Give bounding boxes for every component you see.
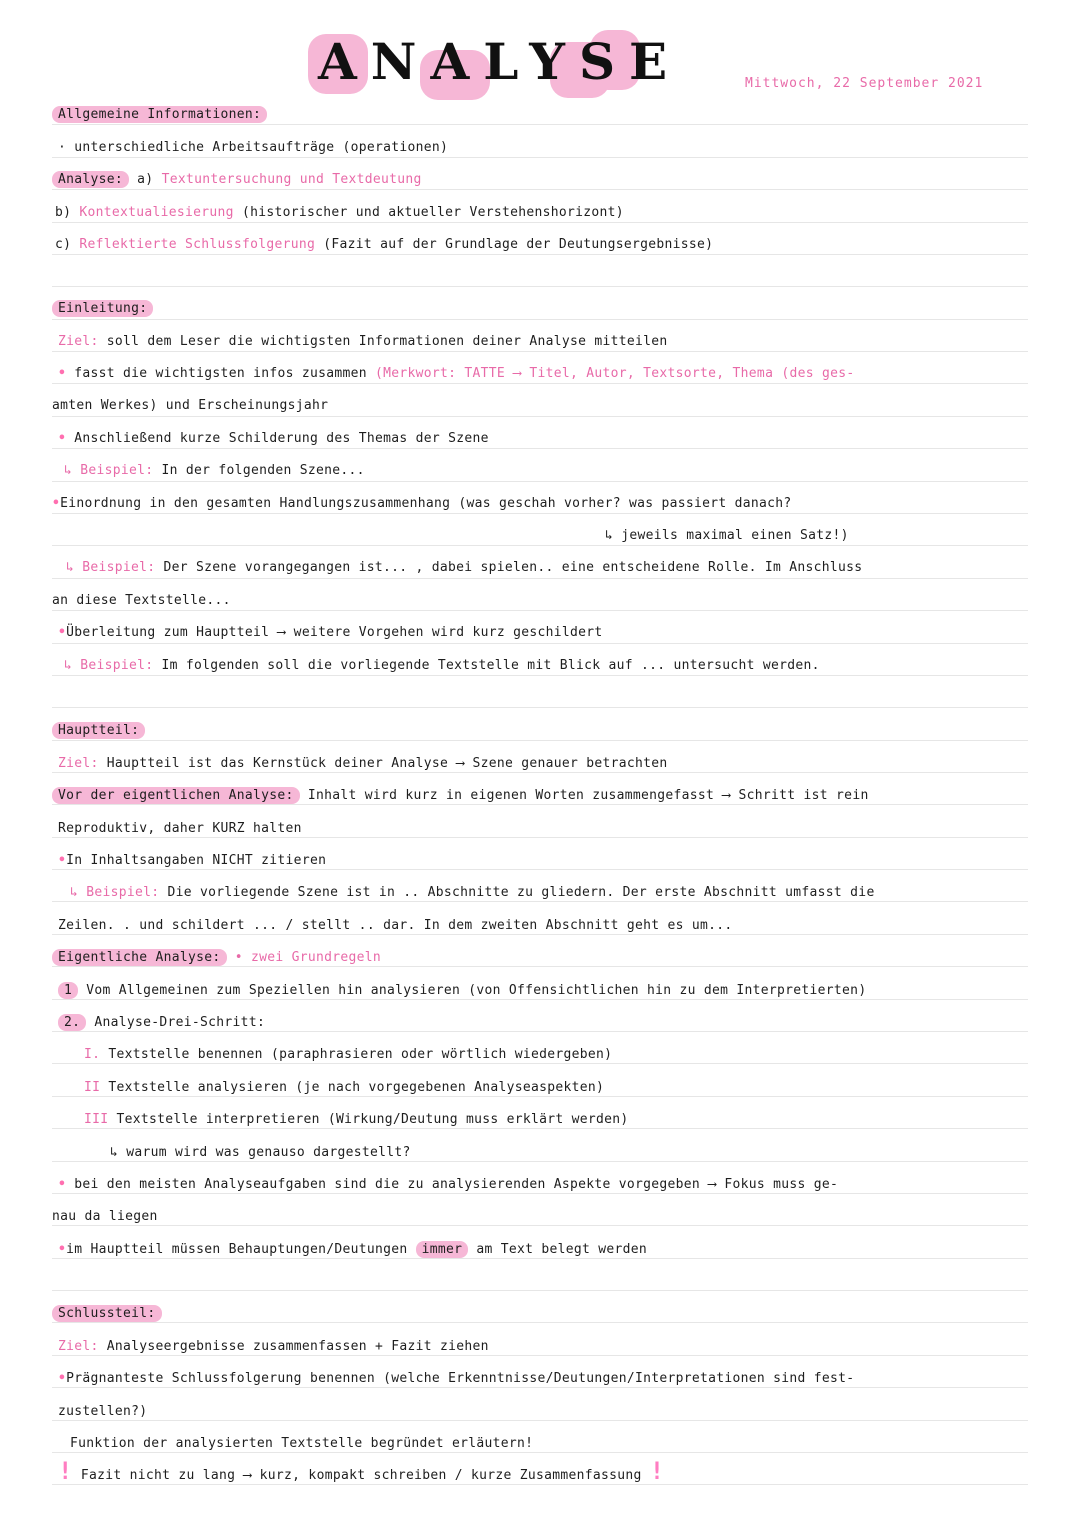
text-line: Reproduktiv, daher KURZ halten: [58, 821, 302, 836]
text-line: •Einordnung in den gesamten Handlungszusammenhang (was geschah vorher? was passiert danach?: [52, 496, 792, 511]
text-line: amten Werkes) und Erscheinungsjahr: [52, 398, 329, 413]
text-line: zustellen?): [58, 1404, 148, 1419]
text-line: I. Textstelle benennen (paraphrasieren oder wörtlich wiedergeben): [84, 1047, 613, 1062]
text-line: 1 Vom Allgemeinen zum Speziellen hin analysieren (von Offensichtlichen hin zu dem Interpretierten): [58, 982, 866, 1000]
text-line: • fasst die wichtigsten infos zusammen (Merkwort: TATTE ⟶ Titel, Autor, Textsorte, Thema (des ges-: [58, 366, 855, 381]
text-line: nau da liegen: [52, 1209, 158, 1224]
text-line: ↳ warum wird was genauso dargestellt?: [110, 1145, 411, 1160]
text-line: •im Hauptteil müssen Behauptungen/Deutungen immer am Text belegt werden: [58, 1242, 648, 1257]
text-line: •In Inhaltsangaben NICHT zitieren: [58, 853, 327, 868]
text-line: ↳ Beispiel: Im folgenden soll die vorliegende Textstelle mit Blick auf ... untersucht werden.: [64, 658, 820, 673]
date: Mittwoch, 22 September 2021: [745, 76, 984, 91]
title-text: ANALYSE: [318, 32, 682, 91]
text-line: Zeilen. . und schildert ... / stellt .. dar. In dem zweiten Abschnitt geht es um...: [58, 918, 733, 933]
section-heading-allgemein: Allgemeine Informationen:: [52, 106, 267, 124]
text-line: Funktion der analysierten Textstelle begründet erläutern!: [70, 1436, 534, 1451]
text-line: ↳ jeweils maximal einen Satz!): [605, 528, 849, 543]
text-line: c) Reflektierte Schlussfolgerung (Fazit auf der Grundlage der Deutungsergebnisse): [55, 237, 714, 252]
text-line: •Überleitung zum Hauptteil ⟶ weitere Vorgehen wird kurz geschildert: [58, 625, 603, 640]
text-line: Analyse: a) Textuntersuchung und Textdeutung: [52, 171, 422, 189]
section-heading-hauptteil: Hauptteil:: [52, 722, 145, 740]
text-line: •Prägnanteste Schlussfolgerung benennen (welche Erkenntnisse/Deutungen/Interpretationen sind fest-: [58, 1371, 855, 1386]
exclamation-icon: !: [649, 1457, 665, 1485]
section-heading-einleitung: Einleitung:: [52, 300, 153, 318]
text-line: ↳ Beispiel: In der folgenden Szene...: [64, 463, 365, 478]
text-line: • bei den meisten Analyseaufgaben sind die zu analysierenden Aspekte vorgegeben ⟶ Fokus muss ge-: [58, 1177, 839, 1192]
text-line: ! Fazit nicht zu lang ⟶ kurz, kompakt schreiben / kurze Zusammenfassung !: [58, 1457, 665, 1485]
section-heading-schlussteil: Schlussteil:: [52, 1305, 162, 1323]
text-line: 2. Analyse-Drei-Schritt:: [58, 1014, 265, 1032]
text-line: b) Kontextualiesierung (historischer und aktueller Verstehenshorizont): [55, 205, 624, 220]
text-line: Ziel: Analyseergebnisse zusammenfassen + Fazit ziehen: [58, 1339, 489, 1354]
text-line: · unterschiedliche Arbeitsaufträge (operationen): [58, 140, 449, 155]
text-line: Vor der eigentlichen Analyse: Inhalt wird kurz in eigenen Worten zusammengefasst ⟶ Schritt ist rein: [52, 787, 869, 805]
text-line: • Anschließend kurze Schilderung des Themas der Szene: [58, 431, 489, 446]
text-line: ↳ Beispiel: Die vorliegende Szene ist in .. Abschnitte zu gliedern. Der erste Abschnitt umfasst die: [70, 885, 875, 900]
text-line: Eigentliche Analyse: • zwei Grundregeln: [52, 949, 381, 967]
text-line: II Textstelle analysieren (je nach vorgegebenen Analyseaspekten): [84, 1080, 605, 1095]
text-line: III Textstelle interpretieren (Wirkung/Deutung muss erklärt werden): [84, 1112, 629, 1127]
text-line: an diese Textstelle...: [52, 593, 231, 608]
text-line: Ziel: soll dem Leser die wichtigsten Informationen deiner Analyse mitteilen: [58, 334, 668, 349]
exclamation-icon: !: [58, 1457, 73, 1485]
text-line: Ziel: Hauptteil ist das Kernstück deiner Analyse ⟶ Szene genauer betrachten: [58, 756, 668, 771]
text-line: ↳ Beispiel: Der Szene vorangegangen ist... , dabei spielen.. eine entscheidene Rolle. Im Anschluss: [66, 560, 863, 575]
